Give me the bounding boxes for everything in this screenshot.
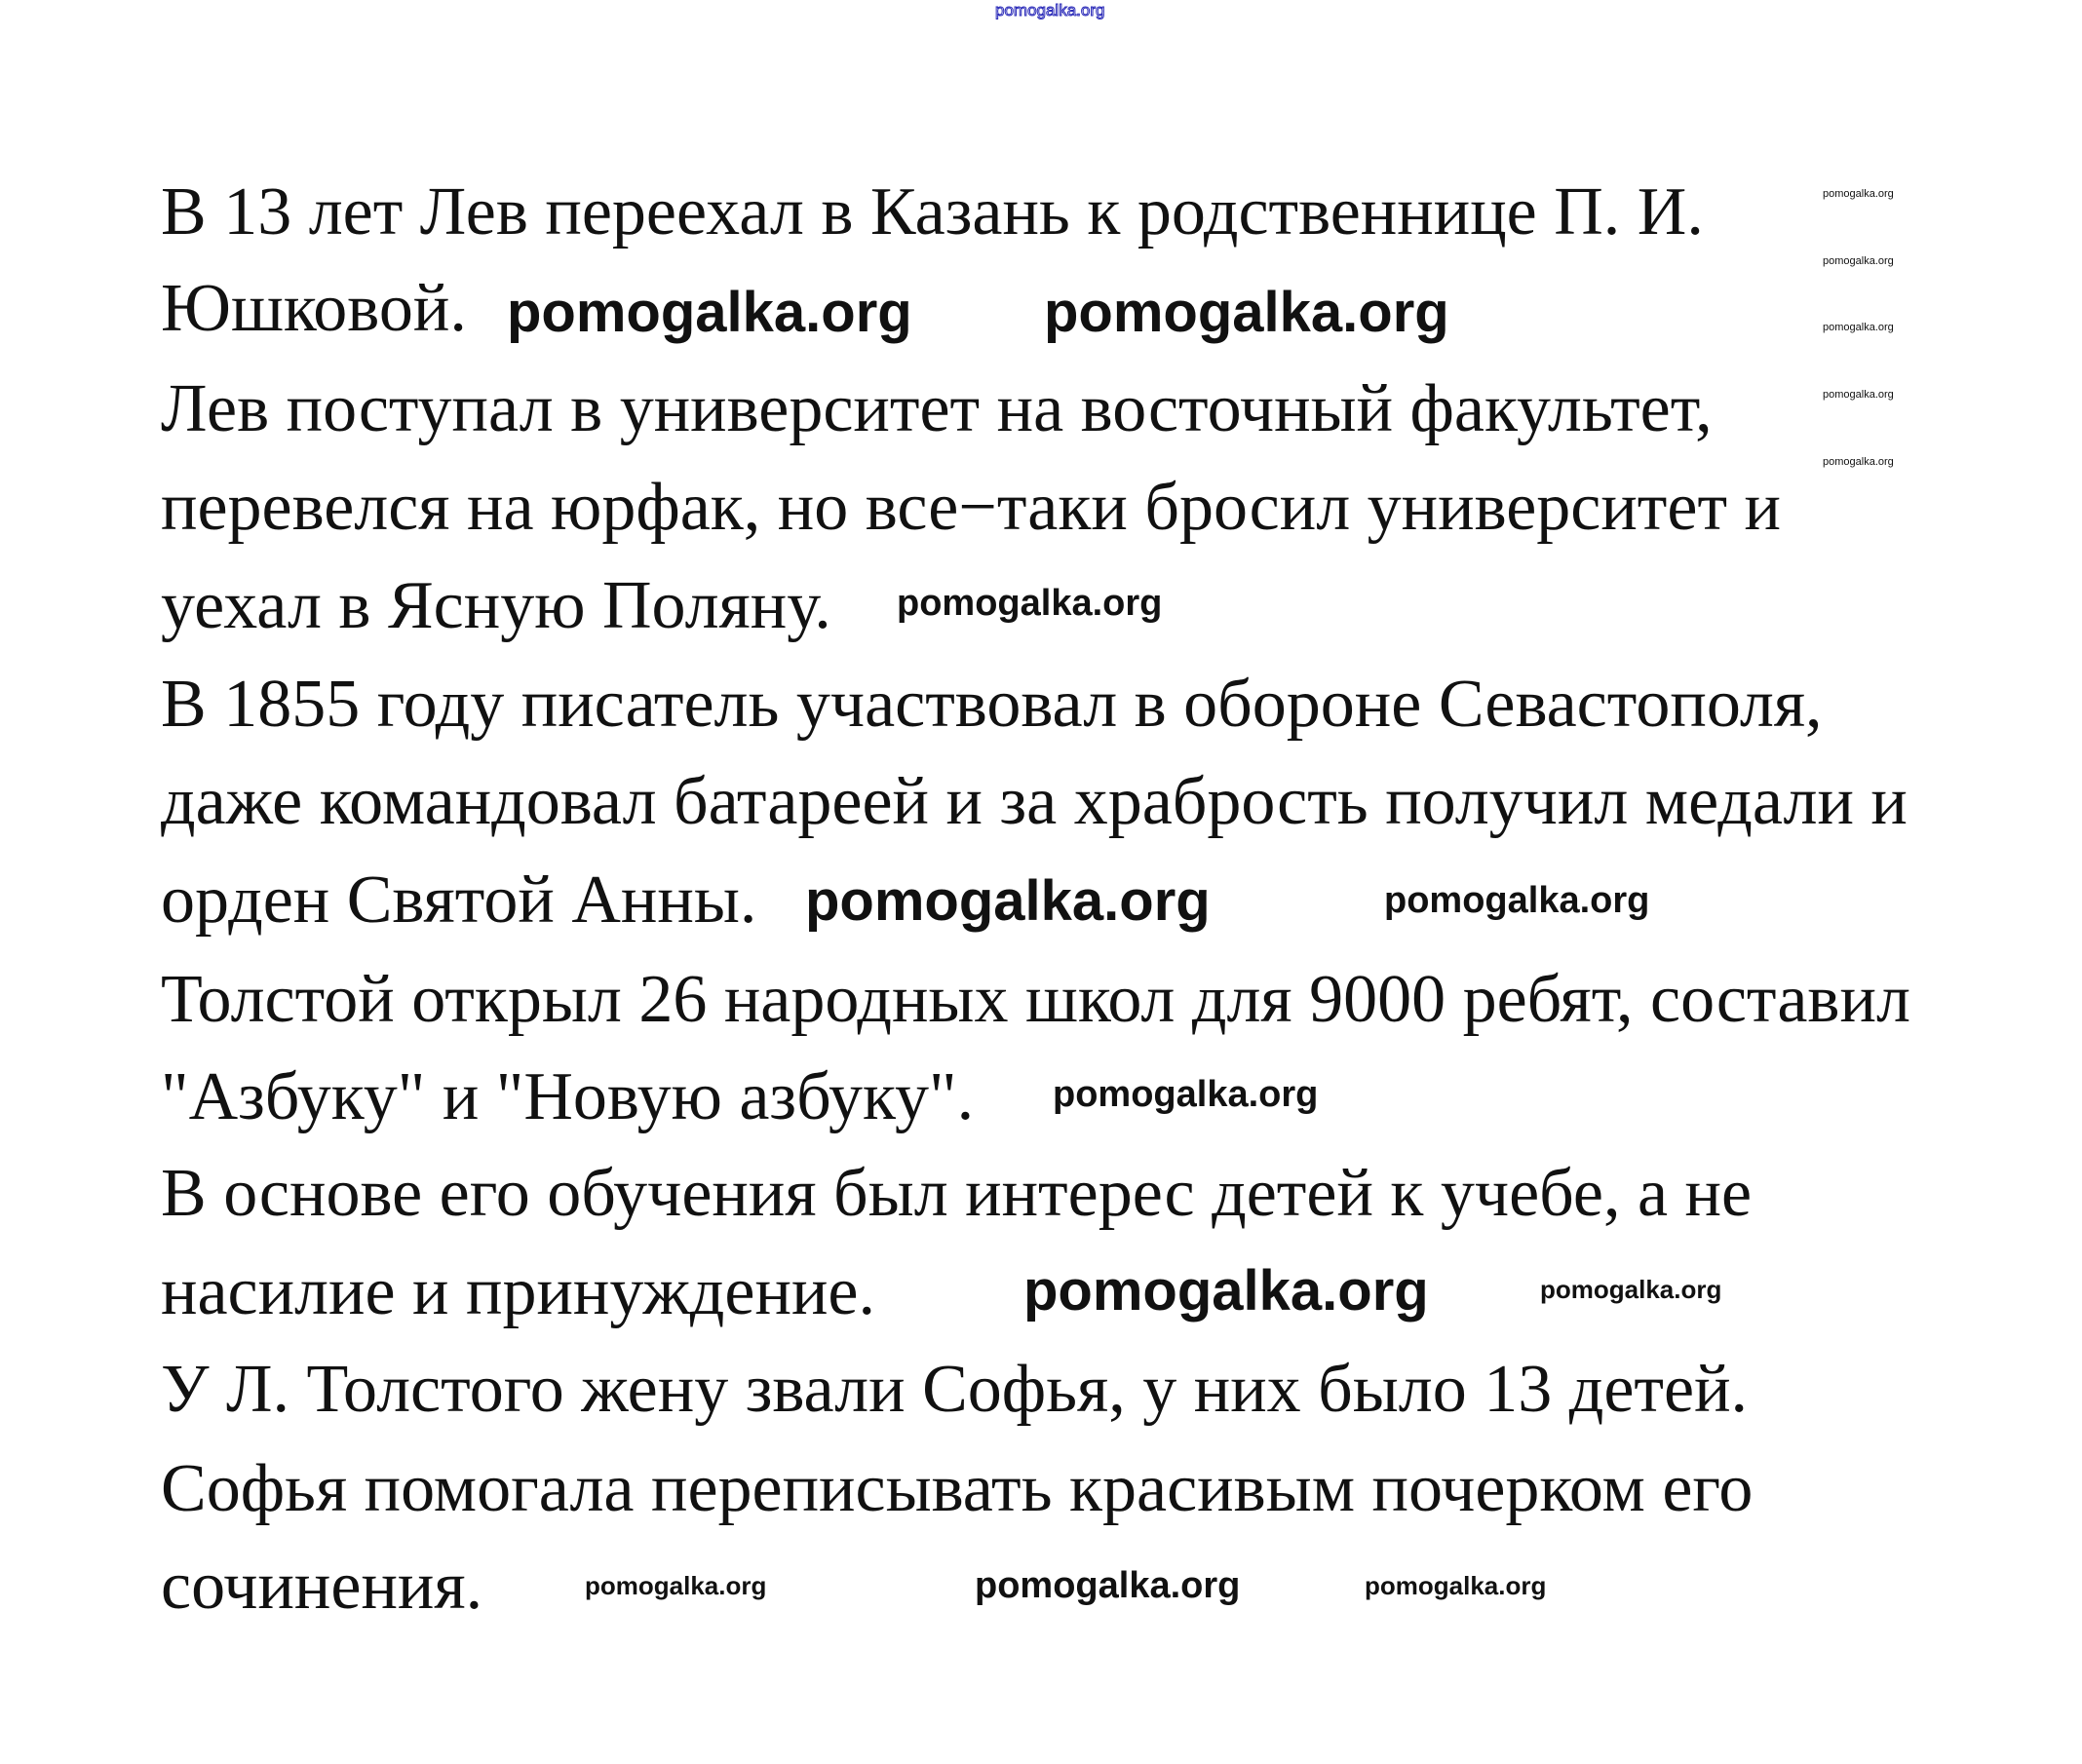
text-line: В основе его обучения был интерес детей к учебе, а не bbox=[161, 1156, 1753, 1231]
watermark: pomogalka.org bbox=[507, 281, 912, 344]
watermark: pomogalka.org bbox=[1823, 255, 1894, 267]
watermark: pomogalka.org bbox=[805, 869, 1211, 933]
text-line: Юшковой. bbox=[161, 271, 467, 346]
watermark: pomogalka.org bbox=[975, 1565, 1241, 1606]
text-line: Толстой открыл 26 народных школ для 9000 ребят, составил bbox=[161, 962, 1910, 1037]
text-line: сочинения. bbox=[161, 1549, 483, 1624]
text-line: орден Святой Анны. bbox=[161, 863, 757, 938]
watermark: pomogalka.org bbox=[1823, 188, 1894, 200]
text-line: В 13 лет Лев переехал в Казань к родственнице П. И. bbox=[161, 174, 1704, 249]
watermark: pomogalka.org bbox=[1540, 1275, 1722, 1304]
watermark: pomogalka.org bbox=[1384, 880, 1650, 921]
text-line: В 1855 году писатель участвовал в обороне Севастополя, bbox=[161, 667, 1823, 742]
watermark: pomogalka.org bbox=[585, 1571, 767, 1600]
watermark: pomogalka.org bbox=[1365, 1571, 1547, 1600]
text-line: У Л. Толстого жену звали Софья, у них было 13 детей. bbox=[161, 1352, 1749, 1427]
text-line: насилие и принуждение. bbox=[161, 1254, 875, 1329]
watermark: pomogalka.org bbox=[1823, 456, 1894, 468]
text-line: перевелся на юрфак, но все−таки бросил университет и bbox=[161, 470, 1782, 545]
watermark: pomogalka.org bbox=[1823, 322, 1894, 333]
watermark: pomogalka.org bbox=[1053, 1074, 1319, 1115]
text-line: "Азбуку" и "Новую азбуку". bbox=[161, 1059, 975, 1134]
watermark: pomogalka.org bbox=[897, 583, 1163, 624]
watermark: pomogalka.org bbox=[1823, 389, 1894, 401]
watermark-top: pomogalka.org bbox=[995, 1, 1105, 19]
text-line: Софья помогала переписывать красивым почерком его bbox=[161, 1451, 1754, 1526]
text-line: Лев поступал в университет на восточный факультет, bbox=[161, 371, 1713, 446]
text-line: уехал в Ясную Поляну. bbox=[161, 568, 831, 643]
watermark: pomogalka.org bbox=[1023, 1259, 1429, 1323]
watermark: pomogalka.org bbox=[1044, 281, 1449, 344]
text-line: даже командовал батареей и за храбрость получил медали и bbox=[161, 764, 1908, 839]
